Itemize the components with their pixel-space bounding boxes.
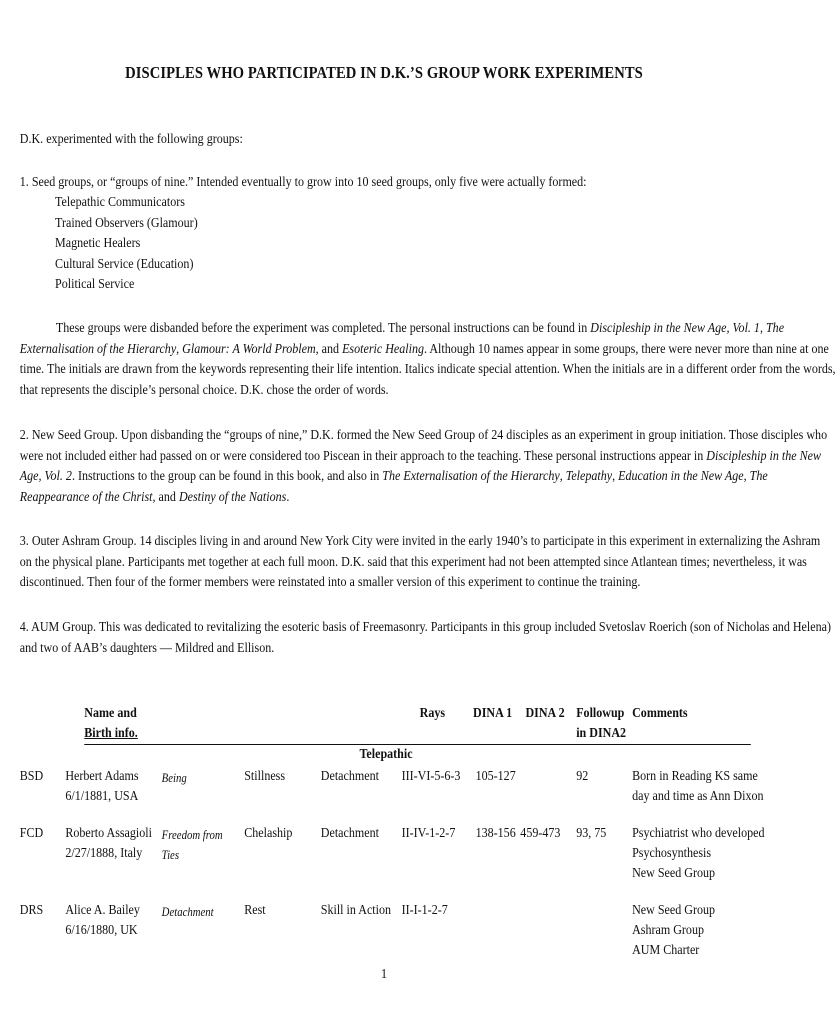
row-birth: 6/16/1880, UK [65, 923, 138, 938]
text-run: . Although 10 names appear in some groups, there were never more than nine at one [423, 341, 829, 357]
seed-group-list [55, 193, 198, 296]
text-run: , [559, 469, 566, 484]
row-keyword3: Detachment [320, 769, 379, 784]
row-name: Herbert Adams [65, 769, 139, 784]
text-line: 4. AUM Group. This was dedicated to revitalizing the esoteric basis of Freemasonry. Participants in this group included Svetoslav Roerich (son of Nicholas and Helena) [19, 620, 831, 635]
header-name [84, 704, 138, 744]
book-title: Externalisation of the Hierarchy [19, 341, 177, 357]
row-initials: FCD [19, 826, 44, 841]
header-name-line2: Birth info. [84, 726, 138, 741]
row-birth: 2/27/1888, Italy [65, 846, 143, 861]
row-birth: 6/1/1881, USA [65, 789, 139, 804]
item4-paragraph [20, 618, 831, 659]
seed-group-item: Magnetic Healers [55, 236, 141, 251]
row-dina1: 105-127 [475, 769, 516, 784]
row-keyword3: Skill in Action [320, 903, 392, 918]
item1-paragraph [20, 319, 836, 401]
book-title: Destiny of the Nations [178, 489, 287, 505]
text-line: time. The initials are drawn from the keywords representing their life intention. Italics indicate special attention. When the initials are in a different order from the words, [19, 362, 836, 377]
header-name-line1: Name and [84, 706, 137, 721]
book-title: Education in the New Age [618, 469, 744, 484]
row-comment: Ashram Group [632, 923, 705, 938]
row-comment: Born in Reading KS same [632, 769, 758, 784]
header-dina2: DINA 2 [525, 706, 565, 721]
text-run: , [612, 469, 619, 484]
row-keyword3: Detachment [320, 826, 379, 841]
book-title: Glamour: A World Problem [182, 341, 316, 357]
seed-group-item: Trained Observers (Glamour) [55, 215, 198, 231]
book-title: The [765, 321, 785, 336]
row-keyword2: Rest [244, 903, 266, 918]
row-name: Alice A. Bailey [65, 903, 140, 918]
row-name: Roberto Assagioli [65, 826, 152, 841]
page-number: 1 [380, 967, 387, 982]
header-followup-line1: Followup [576, 706, 625, 721]
text-run: were not included either had passed on or were considered too Piscean in their approach to the teaching. These personal instructions appear in [19, 448, 707, 464]
row-comment: New Seed Group [632, 866, 716, 881]
text-line: and two of AAB’s daughters — Mildred and Ellison. [19, 640, 275, 656]
row-dina1: 138-156 [475, 826, 516, 841]
header-followup [576, 704, 626, 744]
row-comment: day and time as Ann Dixon [632, 789, 764, 804]
seed-group-item: Political Service [55, 277, 135, 292]
row-rays: III-VI-5-6-3 [401, 769, 461, 784]
header-comments: Comments [632, 706, 688, 721]
page-title: DISCIPLES WHO PARTICIPATED IN D.K.’S GROUP WORK EXPERIMENTS [125, 63, 643, 82]
text-run: , [176, 341, 183, 357]
row-rays: II-I-1-2-7 [401, 903, 448, 918]
text-run: , [759, 321, 766, 336]
row-initials: BSD [19, 769, 44, 784]
row-comment: New Seed Group [632, 903, 716, 918]
row-comment: Psychiatrist who developed [632, 826, 765, 841]
row-keyword1: Freedom from [161, 828, 223, 842]
text-run: . Instructions to the group can be found in this book, and also in [71, 469, 383, 484]
row-keyword2: Stillness [244, 769, 286, 784]
text-line: that represents the disciple’s personal choice. D.K. chose the order of words. [19, 382, 389, 398]
seed-group-item: Cultural Service (Education) [55, 256, 194, 272]
book-title: Telepathy [565, 469, 613, 484]
text-run: These groups were disbanded before the experiment was completed. The personal instructions can be found in [55, 321, 591, 336]
header-followup-line2: in DINA2 [576, 726, 627, 741]
intro-text: D.K. experimented with the following groups: [19, 132, 243, 147]
text-run: , and [315, 341, 343, 357]
text-line: on the physical plane. Participants met together at each full moon. D.K. said that this experiment had not been attempted since Atlantean times; nevertheless, it was [19, 554, 807, 570]
item3-paragraph [20, 532, 821, 594]
table-header-rule [84, 744, 751, 745]
row-keyword1: Detachment [161, 905, 214, 919]
text-line: discontinued. Then four of the former members were reinstated into a smaller version of this experiment to continue the training. [19, 575, 641, 590]
item1-line: 1. Seed groups, or “groups of nine.” Intended eventually to grow into 10 seed groups, only five were actually formed: [19, 175, 587, 190]
seed-group-item: Telepathic Communicators [55, 195, 185, 210]
book-title: The [749, 469, 768, 484]
row-keyword1-cont: Ties [161, 848, 180, 862]
text-run: , and [152, 489, 179, 505]
text-line: 3. Outer Ashram Group. 14 disciples living in and around New York City were invited in the early 1940’s to participate in this experiment in externalizing the Ashram [19, 534, 821, 549]
book-title: The Externalisation of the Hierarchy [382, 469, 560, 484]
book-title: Reappearance of the Christ [19, 489, 153, 505]
row-comment: AUM Charter [632, 943, 700, 958]
header-rays: Rays [419, 706, 446, 721]
table-section-label: Telepathic [359, 747, 413, 762]
row-dina2: 459-473 [520, 826, 561, 841]
book-title: Discipleship in the New Age, Vol. 1 [590, 321, 760, 336]
text-line: 2. New Seed Group. Upon disbanding the “groups of nine,” D.K. formed the New Seed Group of 24 disciples as an experiment in group initiation. Those disciples who [19, 428, 828, 443]
book-title: Age, Vol. 2 [19, 469, 72, 484]
text-run: . [286, 489, 290, 505]
row-comment: Psychosynthesis [632, 846, 712, 861]
item2-paragraph [20, 426, 827, 508]
header-dina1: DINA 1 [473, 706, 513, 721]
row-rays: II-IV-1-2-7 [401, 826, 456, 841]
book-title: Discipleship in the New [706, 448, 822, 464]
text-run: , [743, 469, 750, 484]
book-title: Esoteric Healing [342, 341, 424, 357]
row-followup: 93, 75 [576, 826, 607, 841]
row-initials: DRS [19, 903, 44, 918]
row-keyword2: Chelaship [244, 826, 293, 841]
row-followup: 92 [576, 769, 589, 784]
row-keyword1: Being [161, 771, 187, 785]
